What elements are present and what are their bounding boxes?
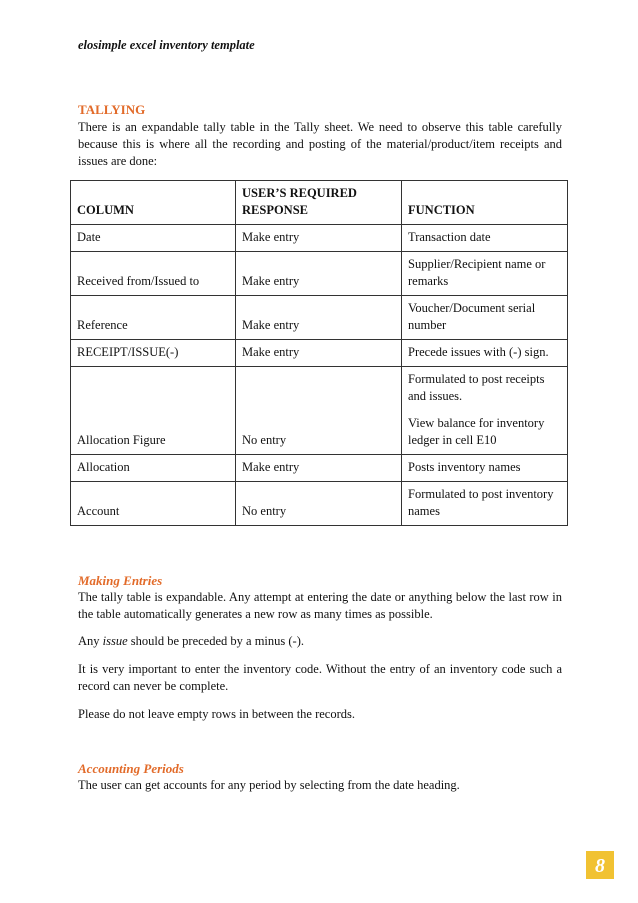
p2-text-start: Any [78,634,103,648]
table-row [71,367,568,455]
header-function: FUNCTION [402,181,568,225]
cell-function [402,225,568,252]
cell-column: Received from/Issued to [71,252,236,296]
table-row [71,455,568,482]
function-text: Supplier/Recipient name or remarks [408,257,546,288]
making-entries-p3: It is very important to enter the inventory code. Without the entry of an inventory code such a record can never be complete. [78,662,562,693]
page-number-badge: 8 [586,851,614,879]
cell-column: Allocation [71,455,236,482]
cell-function [402,340,568,367]
section-heading-tallying: TALLYING [78,102,146,117]
cell-function [402,482,568,526]
cell-response: No entry [236,482,402,526]
cell-response: Make entry [236,455,402,482]
p2-italic-word: issue [102,634,128,648]
function-text: Transaction date [408,230,491,244]
section-heading-accounting-periods: Accounting Periods [78,761,184,776]
table-row [71,252,568,296]
cell-response: No entry [236,367,402,455]
function-text: Formulated to post receipts and issues. [408,372,545,403]
cell-response: Make entry [236,340,402,367]
function-text: Posts inventory names [408,460,521,474]
cell-column: Allocation Figure [71,367,236,455]
table-row [71,296,568,340]
cell-function [402,367,568,455]
cell-response: Make entry [236,252,402,296]
making-entries-p2 [78,633,562,650]
table-row [71,340,568,367]
cell-column: RECEIPT/ISSUE(-) [71,340,236,367]
p2-text-end: should be preceded by a minus (-). [127,634,304,648]
cell-column: Reference [71,296,236,340]
function-text: Formulated to post inventory names [408,487,554,518]
tallying-intro: There is an expandable tally table in the Tally sheet. We need to observe this table carefully because this is where all the recording and posting of the material/product/item receipts and issues are done: [78,120,562,168]
accounting-periods-p1: The user can get accounts for any period by selecting from the date heading. [78,778,460,792]
header-column: COLUMN [71,181,236,225]
cell-response: Make entry [236,225,402,252]
table-row [71,482,568,526]
cell-function [402,252,568,296]
cell-response: Make entry [236,296,402,340]
making-entries-p4: Please do not leave empty rows in between the records. [78,707,355,721]
cell-function [402,455,568,482]
function-text: View balance for inventory ledger in cell E10 [408,416,545,447]
function-text: Voucher/Document serial number [408,301,536,332]
making-entries-p1: The tally table is expandable. Any attempt at entering the date or anything below the last row in the table automatically generates a new row as many times as possible. [78,590,562,621]
function-text: Precede issues with (-) sign. [408,345,549,359]
header-response: USER’S REQUIRED RESPONSE [236,181,402,225]
cell-column: Account [71,482,236,526]
document-header: elosimple excel inventory template [78,38,255,52]
cell-column: Date [71,225,236,252]
table-body [71,225,568,526]
table-header-row [71,181,568,225]
tally-columns-table [70,180,568,526]
section-heading-making-entries: Making Entries [78,573,163,588]
cell-function [402,296,568,340]
table-row [71,225,568,252]
